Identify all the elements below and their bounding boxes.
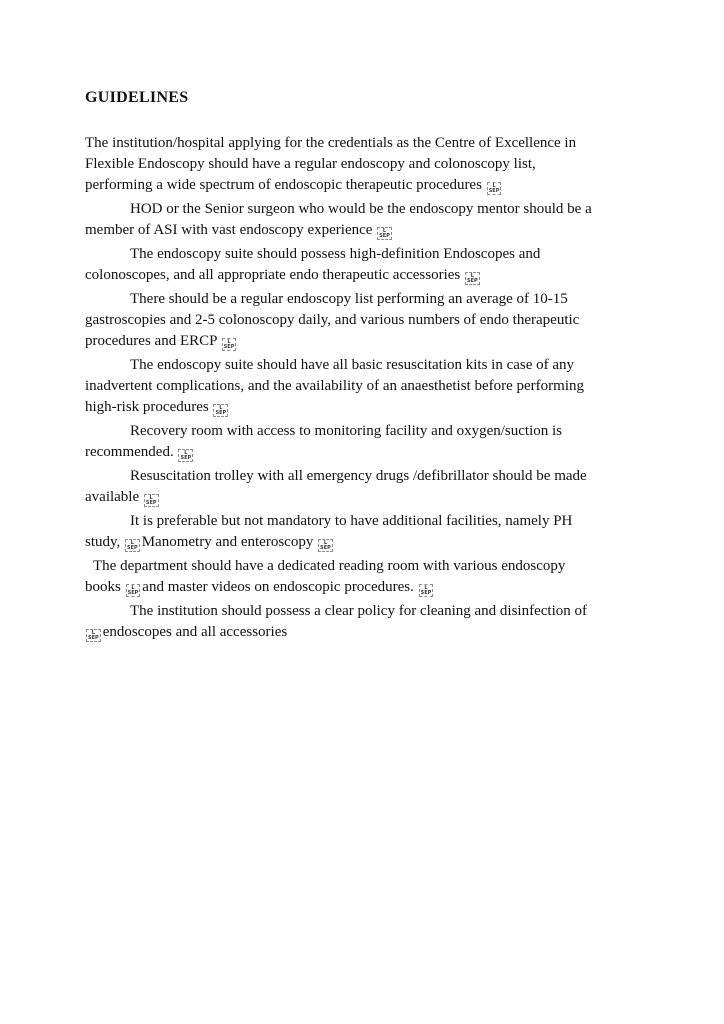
text-line: study, L SEP Manometry and enteroscopy L SEP [85,534,331,551]
paragraph [85,466,685,508]
line-separator-glyph: L SEP [379,228,390,239]
paragraph [85,421,685,463]
text-line: The institution should possess a clear policy for cleaning and disinfection of [130,603,587,619]
line-separator-glyph: L SEP [180,450,192,461]
paragraph [85,199,685,241]
text-line: inadvertent complications, and the availability of an anaesthetist before performing [85,378,584,394]
text-line: performing a wide spectrum of endoscopic therapeutic procedures L SEP [85,177,500,194]
line-separator-glyph: L SEP [420,585,432,596]
text-line: books L SEP and master videos on endoscopic procedures. L SEP [85,579,432,596]
text-line: recommended. L SEP [85,444,192,461]
text-line: available L SEP [85,489,157,506]
page-title: GUIDELINES [85,89,189,106]
text-line: Flexible Endoscopy should have a regular endoscopy and colonoscopy list, [85,156,536,172]
text-line: L SEP endoscopes and all accessories [88,624,288,641]
text-line: There should be a regular endoscopy list performing an average of 10-15 [130,291,568,307]
paragraph [85,601,685,643]
text-line: member of ASI with vast endoscopy experience L SEP [85,222,390,239]
paragraph [85,289,685,352]
text-line: gastroscopies and 2-5 colonoscopy daily, and various numbers of endo therapeutic [85,312,580,328]
line-separator-glyph: L SEP [127,540,138,551]
paragraph [85,556,685,598]
paragraph [85,355,685,418]
paragraphs-container [85,133,685,643]
paragraph [85,244,685,286]
text-line: HOD or the Senior surgeon who would be the endoscopy mentor should be a [130,201,592,217]
text-line: Recovery room with access to monitoring facility and oxygen/suction is [130,423,562,439]
line-separator-glyph: L SEP [215,405,227,416]
line-separator-glyph: L SEP [467,273,478,284]
paragraph [85,133,685,196]
line-separator-glyph: L SEP [88,630,99,641]
text-line: high-risk procedures L SEP [85,399,227,416]
line-separator-glyph: L SEP [320,540,331,551]
text-line: The endoscopy suite should possess high-definition Endoscopes and [130,246,541,262]
document-content [85,88,685,646]
text-line: The endoscopy suite should have all basic resuscitation kits in case of any [130,357,575,373]
text-line: The department should have a dedicated reading room with various endoscopy [93,558,566,574]
line-separator-glyph: L SEP [145,495,157,506]
text-line: procedures and ERCP L SEP [85,333,235,350]
paragraph [85,511,685,553]
line-separator-glyph: L SEP [223,339,235,350]
line-separator-glyph: L SEP [488,183,500,194]
text-line: Resuscitation trolley with all emergency drugs /defibrillator should be made [130,468,587,484]
text-line: The institution/hospital applying for the credentials as the Centre of Excellence in [85,135,577,151]
line-separator-glyph: L SEP [127,585,139,596]
text-line: It is preferable but not mandatory to have additional facilities, namely PH [130,513,573,529]
text-line: colonoscopes, and all appropriate endo therapeutic accessories L SEP [85,267,478,284]
